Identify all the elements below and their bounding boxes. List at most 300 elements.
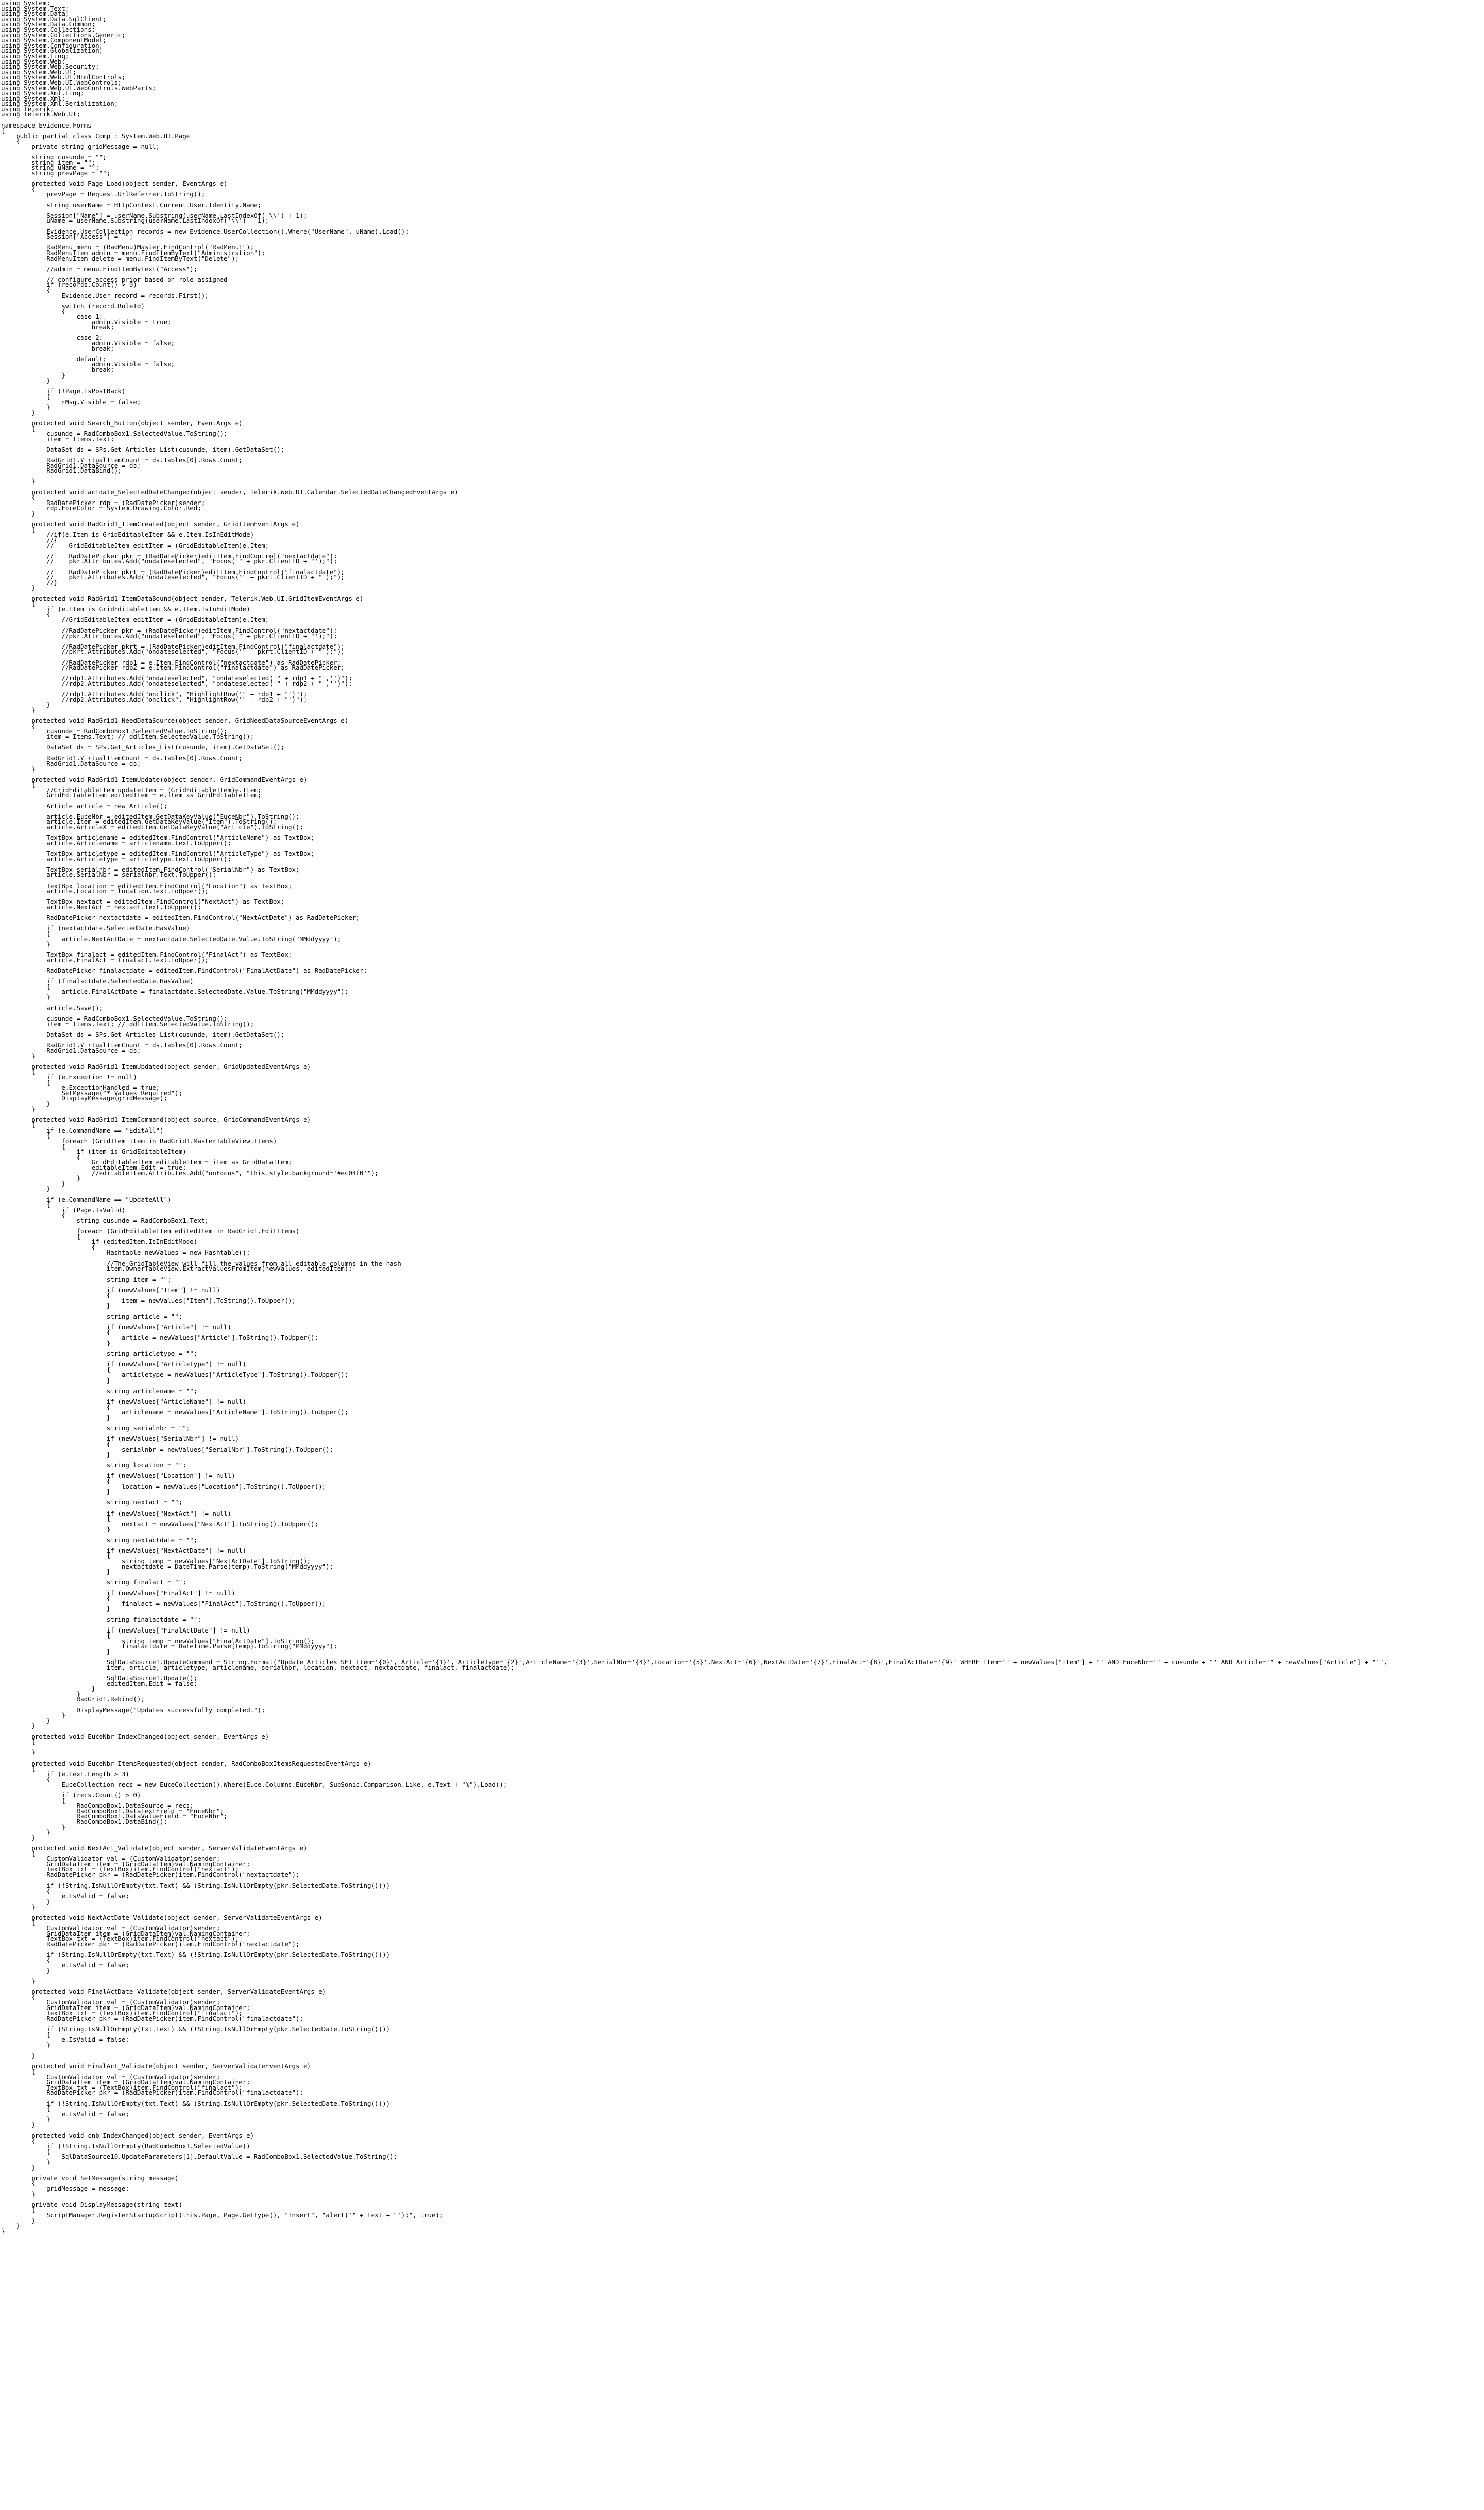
code-line: CustomValidator val = (CustomValidator)sender;: [1, 1855, 220, 1863]
code-line: RadGrid1.DataSource = ds;: [1, 759, 141, 767]
code-line: article.Location = location.Text.ToUpper();: [1, 887, 209, 895]
code-line: Article article = new Article();: [1, 802, 168, 810]
code-line: item = Items.Text; // ddlItem.SelectedValue.ToString();: [1, 1020, 254, 1028]
code-line: using System.Web;: [1, 57, 65, 65]
code-line: editableItem.Edit = true;: [1, 1164, 186, 1172]
code-line: private void SetMessage(string message): [1, 2174, 179, 2182]
code-line: [1, 1745, 1387, 1750]
code-line: using System.Collections.Generic;: [1, 31, 126, 39]
code-line: }: [1, 376, 50, 385]
code-line: //GridEditableItem updateItem = (GridEditableItem)e.Item;: [1, 786, 262, 794]
code-line: if (e.CommandName == "UpdateAll"): [1, 1195, 171, 1203]
code-line: Evidence.User record = records.First();: [1, 291, 209, 299]
code-line: }: [1, 2227, 5, 2235]
code-line: RadGrid1.DataBind();: [1, 467, 122, 475]
code-line: [1, 1973, 1387, 1979]
code-line: string finalactdate = "";: [1, 1615, 201, 1623]
code-line: {: [1, 1132, 50, 1140]
code-line: }: [1, 408, 35, 416]
code-line: [1, 1192, 1387, 1197]
code-line: e.IsValid = false;: [1, 2036, 129, 2044]
code-line: article.FinalActDate = finalactdate.SelectedDate.Value.ToString("MMddyyyy");: [1, 988, 349, 996]
code-line: RadGrid1.DataSource = ds;: [1, 461, 141, 469]
code-line: using System.Text;: [1, 4, 69, 12]
code-line: {: [1, 982, 50, 990]
code-line: //pkr.Attributes.Add("ondateselected", "Focus('" + pkr.ClientID + "');");: [1, 632, 337, 640]
code-line: using Telerik.Web.UI;: [1, 110, 81, 118]
code-line: {: [1, 1121, 35, 1129]
code-line: {: [1, 1142, 65, 1150]
code-line: {: [1, 1775, 50, 1783]
code-line: using System.Xml.Serialization;: [1, 100, 118, 108]
code-line: GridEditableItem editedItem = e.Item as GridEditableItem;: [1, 791, 262, 799]
code-line: }: [1, 2163, 35, 2171]
code-line: }: [1, 1748, 35, 1756]
code-line: string nextactdate = "";: [1, 1536, 198, 1544]
code-line: }: [1, 2052, 35, 2060]
code-line: {: [1, 1477, 111, 1485]
code-line: protected void cnb_IndexChanged(object sender, EventArgs e): [1, 2131, 254, 2140]
code-line: TextBox location = editedItem.FindControl("Location") as TextBox;: [1, 882, 292, 890]
code-line: TextBox txt = (TextBox)item.FindControl("nextact");: [1, 1865, 239, 1873]
code-line: }: [1, 1605, 111, 1613]
code-line: RadComboBox1.DataSource = recs;: [1, 1802, 194, 1810]
code-line: cusunde = RadComboBox1.SelectedValue.ToString();: [1, 727, 228, 735]
code-line: protected void Page_Load(object sender, EventArgs e): [1, 180, 228, 188]
code-line: {: [1, 1515, 111, 1523]
code-line: string nextact = "";: [1, 1498, 183, 1507]
code-line: using System.Data.Common;: [1, 20, 96, 28]
code-line: }: [1, 1823, 65, 1831]
code-line: [1, 921, 1387, 926]
code-line: string cusunde = RadComboBox1.Text;: [1, 1216, 209, 1224]
code-line: GridDataItem item = (GridDataItem)val.NamingContainer;: [1, 2078, 250, 2086]
code-line: [1, 1495, 1387, 1500]
code-line: if (newValues["ArticleType"] != null): [1, 1360, 247, 1368]
code-line: if (!String.IsNullOrEmpty(txt.Text) && (String.IsNullOrEmpty(pkr.SelectedDate.ToString()))): [1, 2099, 390, 2107]
code-line: TextBox serialnbr = editedItem.FindControl("SerialNbr") as TextBox;: [1, 865, 300, 873]
code-line: }: [1, 1716, 50, 1724]
code-line: // pkr.Attributes.Add("ondateselected", "Focus('" + pkr.ClientID + "');");: [1, 557, 337, 565]
code-line: }: [1, 1711, 65, 1719]
code-line: {: [1, 1993, 35, 2001]
code-line: default:: [1, 355, 107, 363]
code-line: {: [1, 610, 50, 618]
code-line: {: [1, 1078, 50, 1086]
code-line: string userName = HttpContext.Current.User.Identity.Name;: [1, 201, 262, 209]
code-line: if (e.Exception != null): [1, 1073, 137, 1081]
code-line: [1, 351, 1387, 357]
code-line: }: [1, 2115, 50, 2123]
code-line: article.Articlename = articlename.Text.ToUpper();: [1, 839, 232, 847]
code-line: [1, 1309, 1387, 1314]
code-line: }: [1, 1302, 111, 1310]
code-line: }: [1, 1052, 35, 1060]
code-line: }: [1, 1376, 111, 1384]
code-line: item, article, articletype, articlename, serialnbr, location, nextact, nextactdate, finalact, finalactdate);: [1, 1663, 515, 1671]
code-line: [1, 1421, 1387, 1426]
code-line: }: [1, 993, 50, 1001]
code-line: protected void RadGrid1_ItemCreated(object sender, GridItemEventArgs e): [1, 520, 300, 528]
code-line: [1, 1575, 1387, 1580]
code-line: {: [1, 1211, 65, 1219]
code-line: if (!String.IsNullOrEmpty(txt.Text) && (String.IsNullOrEmpty(pkr.SelectedDate.ToString()))): [1, 1881, 390, 1890]
code-line: [1, 974, 1387, 979]
code-line: if (editedItem.IsInEditMode): [1, 1238, 198, 1246]
code-line: {: [1, 1738, 35, 1746]
code-line: //rdp1.Attributes.Add("onclick", "HighlightRow('" + rdp1 + "')");: [1, 690, 307, 698]
code-line: if (!String.IsNullOrEmpty(RadComboBox1.SelectedValue)): [1, 2142, 250, 2150]
code-line: {: [1, 2105, 50, 2113]
code-line: RadGrid1.VirtualItemCount = ds.Tables[0].Rows.Count;: [1, 1041, 243, 1049]
code-line: TextBox txt = (TextBox)item.FindControl("finalact");: [1, 2083, 243, 2091]
code-line: article = newValues["Article"].ToString().ToUpper();: [1, 1334, 319, 1342]
code-line: article.NextAct = nextact.Text.ToUpper();: [1, 903, 201, 911]
code-line: //RadDatePicker pkr = (RadDatePicker)editItem.FindControl("nextactdate");: [1, 626, 337, 635]
code-line: RadDatePicker pkr = (RadDatePicker)item.FindControl("nextactdate");: [1, 1940, 300, 1948]
code-line: string uName = "";: [1, 164, 99, 172]
code-line: }: [1, 1525, 111, 1533]
code-line: using System.Xml;: [1, 94, 65, 102]
code-line: TextBox finalact = editedItem.FindControl("FinalAct") as TextBox;: [1, 951, 292, 959]
code-line: }: [1, 940, 50, 948]
code-line: RadMenu menu = (RadMenu)Master.FindControl("RadMenu1");: [1, 243, 254, 252]
code-line: //pkrt.Attributes.Add("ondateselected", "Focus('" + pkrt.ClientID + "');");: [1, 648, 345, 656]
code-line: {: [1, 781, 35, 789]
code-line: [1, 798, 1387, 804]
code-line: private void DisplayMessage(string text): [1, 2200, 183, 2208]
code-line: [1, 2197, 1387, 2202]
code-line: {: [1, 1232, 81, 1240]
code-line: string serialnbr = "";: [1, 1424, 190, 1432]
code-line: [1, 384, 1387, 389]
code-line: //if(e.Item is GridEditableItem && e.Item.IsInEditMode): [1, 531, 254, 539]
code-line: {: [1, 185, 35, 193]
code-line: {: [1, 1365, 111, 1373]
code-line: {: [1, 1552, 111, 1560]
code-line: if (newValues["Article"] != null): [1, 1323, 232, 1331]
code-line: article.NextActDate = nextactdate.SelectedDate.Value.ToString("MMddyyyy");: [1, 935, 341, 943]
code-line: protected void EuceNbr_IndexChanged(object sender, EventArgs e): [1, 1732, 269, 1740]
code-line: {: [1, 392, 50, 400]
code-line: }: [1, 2120, 35, 2128]
code-line: {: [1, 1919, 35, 1927]
code-line: using System.Xml.Linq;: [1, 89, 84, 97]
code-line: {: [1, 929, 50, 937]
code-line: article.Item = editedItem.GetDataKeyValue("Item").ToString();: [1, 818, 277, 826]
code-line: [1, 1532, 1387, 1538]
code-line: protected void NextActDate_Validate(object sender, ServerValidateEventArgs e): [1, 1913, 322, 1921]
code-line: if (e.Item is GridEditableItem && e.Item.IsInEditMode): [1, 605, 250, 613]
code-line: DataSet ds = SPs.Get_Articles_List(cusunde, item).GetDataSet();: [1, 1031, 285, 1039]
code-line: DataSet ds = SPs.Get_Articles_List(cusunde, item).GetDataSet();: [1, 743, 285, 751]
code-line: {: [1, 1887, 50, 1895]
code-line: e.IsValid = false;: [1, 2110, 129, 2118]
code-line: {: [1, 286, 50, 294]
code-line: if (finalactdate.SelectedDate.HasValue): [1, 977, 194, 985]
code-line: protected void actdate_SelectedDateChanged(object sender, Telerik.Web.UI.Calendar.SelectedDateChangedEventArgs e): [1, 488, 458, 496]
code-line: }: [1, 1099, 50, 1107]
code-line: // pkrt.Attributes.Add("ondateselected", "Focus('" + pkrt.ClientID + "');");: [1, 573, 345, 581]
code-line: article.EuceNbr = editedItem.GetDataKeyValue("EuceNbr").ToString();: [1, 812, 300, 820]
code-line: string cusunde = "";: [1, 153, 107, 161]
code-line: [1, 2048, 1387, 2054]
code-line: RadDatePicker rdp = (RadDatePicker)sender;: [1, 498, 205, 507]
code-line: //admin = menu.FindItemByText("Access");: [1, 265, 198, 273]
code-line: using System.Web.Security;: [1, 63, 99, 71]
code-line: Hashtable newValues = new Hashtable();: [1, 1248, 250, 1257]
code-line: e.IsValid = false;: [1, 1892, 129, 1900]
code-line: case 1:: [1, 313, 103, 321]
code-line: //rdp1.Attributes.Add("ondateselected", "ondateselected('" + rdp1 + "','')");: [1, 674, 352, 682]
code-line: protected void NextAct_Validate(object sender, ServerValidateEventArgs e): [1, 1844, 307, 1852]
code-line: }: [1, 371, 65, 379]
code-line: }: [1, 1977, 35, 1985]
code-line: prevPage = Request.UrlReferrer.ToString();: [1, 190, 205, 198]
code-line: }: [1, 1185, 50, 1193]
code-line: }: [1, 2190, 35, 2198]
code-line: using System.ComponentModel;: [1, 36, 107, 44]
code-line: string article = "";: [1, 1312, 183, 1320]
code-line: {: [1, 2147, 50, 2155]
code-document: [1, 1, 1387, 2234]
code-line: GridDataItem item = (GridDataItem)val.NamingContainer;: [1, 1860, 250, 1868]
code-line: TextBox nextact = editedItem.FindControl("NextAct") as TextBox;: [1, 898, 285, 906]
code-line: ScriptManager.RegisterStartupScript(this.Page, Page.GetType(), "Insert", "alert('" + text + "');", true);: [1, 2211, 443, 2219]
code-line: }: [1, 1488, 111, 1496]
code-line: break;: [1, 323, 114, 331]
code-line: string temp = newValues["FinalActDate"].ToString();: [1, 1637, 315, 1645]
code-line: CustomValidator val = (CustomValidator)sender;: [1, 1924, 220, 1932]
code-line: [1, 2170, 1387, 2176]
code-line: location = newValues["Location"].ToString().ToUpper();: [1, 1482, 326, 1490]
code-line: }: [1, 1413, 111, 1421]
code-line: {: [1, 1765, 35, 1773]
code-line: {: [1, 1632, 111, 1640]
code-line: if (newValues["SerialNbr"] != null): [1, 1435, 239, 1443]
code-line: //RadDatePicker rdp1 = e.Item.FindControl("nextactdate") as RadDatePicker;: [1, 658, 341, 666]
code-line: RadDatePicker pkr = (RadDatePicker)item.FindControl("nextactdate");: [1, 1871, 300, 1878]
code-line: }: [1, 1339, 111, 1347]
code-line: foreach (GridEditableItem editedItem in RadGrid1.EditItems): [1, 1227, 300, 1235]
code-line: }: [1, 510, 35, 517]
code-line: RadDatePicker finalactdate = editedItem.FindControl("FinalActDate") as RadDatePicker;: [1, 967, 367, 975]
code-line: e.IsValid = false;: [1, 1961, 129, 1969]
code-line: using System.Data.SqlClient;: [1, 15, 107, 23]
code-line: DisplayMessage(gridMessage);: [1, 1094, 168, 1102]
code-line: protected void Search_Button(object sender, EventArgs e): [1, 419, 243, 427]
code-line: {: [1, 137, 20, 145]
code-line: // RadDatePicker pkrt = (RadDatePicker)editItem.FindControl("finalactdate");: [1, 568, 345, 576]
code-line: EuceCollection recs = new EuceCollection().Where(Euce.Columns.EuceNbr, SubSonic.Comparison.Like, e.Text + "%").Load();: [1, 1780, 507, 1788]
code-line: {: [1, 1796, 65, 1804]
code-line: namespace Evidence.Forms: [1, 121, 92, 129]
code-line: [1, 150, 1387, 155]
code-line: }: [1, 1648, 111, 1656]
code-line: }: [1, 701, 50, 709]
code-line: item = Items.Text; // ddlItem.SelectedValue.ToString();: [1, 732, 254, 740]
code-line: {: [1, 1849, 35, 1857]
code-line: cusunde = RadComboBox1.SelectedValue.ToString();: [1, 430, 228, 438]
code-line: public partial class Comp : System.Web.UI.Page: [1, 132, 190, 140]
code-line: TextBox txt = (TextBox)item.FindControl("finalact");: [1, 2009, 243, 2017]
code-line: SqlDataSource1.UpdateCommand = String.Format("Update Articles SET Item='{0}', Article='{1}', ArticleType='{2}',ArticleName='{3}',SerialNbr='{4}',Location='{5}',NextAct='{6}',NextActDate='{7}',FinalAct='{8}',FinalActDate='{9}' WHERE Item='" + newValues["Item"] + "' AND EuceNbr='" + cusunde + "' AND Article='" + newValues["Article"] + "'",: [1, 1658, 1387, 1666]
code-line: using System.Configuration;: [1, 41, 103, 49]
code-line: TextBox articletype = editedItem.FindControl("ArticleType") as TextBox;: [1, 850, 315, 857]
code-line: RadComboBox1.DataBind();: [1, 1818, 168, 1826]
code-line: TextBox articlename = editedItem.FindControl("ArticleName") as TextBox;: [1, 834, 315, 842]
code-line: if (newValues["Item"] != null): [1, 1286, 220, 1294]
code-line: if (Page.IsValid): [1, 1206, 126, 1214]
code-line: RadDatePicker pkr = (RadDatePicker)item.FindControl("finalactdate");: [1, 2089, 304, 2097]
code-line: articlename = newValues["ArticleName"].ToString().ToUpper();: [1, 1408, 349, 1416]
code-line: using System.Collections;: [1, 25, 96, 33]
code-line: string item = "";: [1, 158, 96, 166]
code-line: article.ArticleX = editedItem.GetDataKeyValue("Article").ToString();: [1, 823, 304, 831]
code-line: editedItem.Edit = false;: [1, 1679, 198, 1687]
code-line: admin.Visible = true;: [1, 318, 171, 326]
code-line: //GridEditableItem editItem = (GridEditableItem)e.Item;: [1, 615, 269, 623]
code-line: article.FinalAct = finalact.Text.ToUpper();: [1, 956, 209, 964]
code-line: }: [1, 1174, 81, 1182]
code-line: {: [1, 1291, 111, 1299]
code-line: break;: [1, 365, 114, 373]
code-line: case 2:: [1, 334, 103, 342]
code-line: {: [1, 525, 35, 533]
code-line: }: [1, 477, 35, 485]
code-line: protected void RadGrid1_NeedDataSource(object sender, GridNeedDataSourceEventArgs e): [1, 717, 349, 725]
code-line: {: [1, 1328, 111, 1336]
code-line: admin.Visible = false;: [1, 360, 175, 368]
code-line: RadComboBox1.DataValueField = "EuceNbr";: [1, 1812, 228, 1820]
code-line: article.Articletype = articletype.Text.ToUpper();: [1, 855, 232, 863]
code-line: RadGrid1.DataSource = ds;: [1, 1046, 141, 1054]
code-line: }: [1, 2041, 50, 2049]
code-line: //RadDatePicker rdp2 = e.Item.FindControl("finalactdate") as RadDatePicker;: [1, 664, 345, 672]
code-line: }: [1, 1903, 35, 1911]
code-line: DisplayMessage("Updates successfully completed.");: [1, 1706, 265, 1714]
code-line: }: [1, 1966, 50, 1974]
code-line: switch (record.RoleId): [1, 302, 145, 310]
code-line: using System.Data;: [1, 10, 69, 18]
code-line: nextactdate = DateTime.Parse(temp).ToString("MMddyyyy");: [1, 1562, 334, 1570]
code-line: if (newValues["FinalAct"] != null): [1, 1589, 235, 1597]
code-line: [1, 1272, 1387, 1277]
code-line: {: [1, 127, 5, 135]
code-line: GridDataItem item = (GridDataItem)val.NamingContainer;: [1, 2003, 250, 2012]
code-line: Session["Name"] = userName.Substring(userName.LastIndexOf('\\') + 1);: [1, 211, 307, 219]
code-line: }: [1, 706, 35, 714]
code-line: [1, 298, 1387, 304]
code-line: GridEditableItem editableItem = item as GridDataItem;: [1, 1158, 292, 1166]
code-line: //RadDatePicker pkrt = (RadDatePicker)editItem.FindControl("finalactdate");: [1, 642, 345, 650]
code-line: // RadDatePicker pkr = (RadDatePicker)editItem.FindControl("nextactdate");: [1, 552, 337, 560]
code-line: string temp = newValues["NextActDate"].ToString();: [1, 1557, 311, 1565]
code-line: SetMessage("* Values Required");: [1, 1089, 183, 1097]
code-line: protected void FinalActDate_Validate(object sender, ServerValidateEventArgs e): [1, 1988, 326, 1996]
code-line: }: [1, 403, 50, 411]
code-line: }: [1, 1897, 50, 1905]
code-line: RadGrid1.VirtualItemCount = ds.Tables[0].Rows.Count;: [1, 754, 243, 762]
code-line: }: [1, 1568, 111, 1576]
code-line: article.Save();: [1, 1004, 103, 1012]
code-line: }: [1, 1828, 50, 1836]
code-line: string articlename = "";: [1, 1387, 198, 1395]
code-line: private string gridMessage = null;: [1, 143, 160, 151]
code-line: if (recs.Count() > 0): [1, 1791, 141, 1799]
code-line: {: [1, 600, 35, 608]
code-line: string location = "";: [1, 1461, 186, 1469]
code-line: {: [1, 1243, 96, 1251]
code-line: if (newValues["Location"] != null): [1, 1472, 235, 1480]
code-line: }: [1, 1690, 81, 1698]
code-line: RadDatePicker nextactdate = editedItem.FindControl("NextActDate") as RadDatePicker;: [1, 914, 360, 922]
code-line: {: [1, 722, 35, 730]
code-line: {: [1, 2179, 35, 2187]
code-line: {: [1, 2137, 35, 2145]
code-line: string finalact = "";: [1, 1578, 186, 1586]
code-line: GridDataItem item = (GridDataItem)val.NamingContainer;: [1, 1929, 250, 1937]
code-line: {: [1, 1201, 50, 1209]
code-line: protected void RadGrid1_ItemCommand(object source, GridCommandEventArgs e): [1, 1115, 311, 1123]
code-line: e.ExceptionHandled = true;: [1, 1084, 160, 1092]
code-line: finalactdate = DateTime.Parse(temp).ToString("MMddyyyy");: [1, 1642, 337, 1650]
code-line: [1, 1458, 1387, 1463]
code-line: //The GridTableView will fill the values from all editable columns in the hash: [1, 1259, 401, 1267]
code-line: {: [1, 424, 35, 432]
code-line: DataSet ds = SPs.Get_Articles_List(cusunde, item).GetDataSet();: [1, 445, 285, 453]
code-line: {: [1, 1153, 81, 1161]
code-line: serialnbr = newValues["SerialNbr"].ToString().ToUpper();: [1, 1445, 334, 1453]
code-line: RadGrid1.VirtualItemCount = ds.Tables[0].Rows.Count;: [1, 456, 243, 464]
code-line: article.SerialNbr = serialnbr.Text.ToUpper();: [1, 871, 216, 879]
code-line: [1, 117, 1387, 123]
code-line: gridMessage = message;: [1, 2185, 129, 2193]
code-line: RadGrid1.Rebind();: [1, 1695, 145, 1703]
code-line: string item = "";: [1, 1275, 171, 1283]
code-line: RadComboBox1.DataTextField = "EuceNbr";: [1, 1807, 224, 1815]
code-line: {: [1, 1594, 111, 1602]
code-line: if (newValues["NextActDate"] != null): [1, 1546, 247, 1554]
code-line: //}: [1, 578, 58, 586]
code-line: if (nextactdate.SelectedDate.HasValue): [1, 924, 190, 932]
code-line: {: [1, 1440, 111, 1448]
code-line: {: [1, 1956, 50, 1964]
code-line: string articletype = "";: [1, 1349, 198, 1357]
code-line: rMsg.Visible = false;: [1, 398, 141, 406]
code-line: protected void RadGrid1_ItemUpdate(object sender, GridCommandEventArgs e): [1, 775, 307, 783]
code-line: {: [1, 1403, 111, 1411]
code-line: if (e.Text.Length > 3): [1, 1770, 129, 1778]
code-line: [1, 261, 1387, 267]
code-line: if (item is GridEditableItem): [1, 1148, 186, 1156]
code-line: {: [1, 2030, 50, 2038]
code-line: }: [1, 1833, 35, 1841]
code-line: SqlDataSource1.Update();: [1, 1674, 198, 1682]
code-line: if (e.CommandName == "EditAll"): [1, 1126, 164, 1134]
code-line: [1, 330, 1387, 336]
code-line: [1, 1000, 1387, 1006]
code-line: }: [1, 1451, 111, 1459]
code-line: }: [1, 2216, 35, 2224]
code-line: protected void RadGrid1_ItemDataBound(object sender, Telerik.Web.UI.GridItemEventArgs e): [1, 594, 364, 602]
code-line: {: [1, 2067, 35, 2075]
code-line: }: [1, 1105, 35, 1113]
code-line: if (newValues["ArticleName"] != null): [1, 1398, 247, 1406]
code-line: finalact = newValues["FinalAct"].ToString().ToUpper();: [1, 1599, 326, 1607]
code-line: CustomValidator val = (CustomValidator)sender;: [1, 2073, 220, 2081]
code-line: using System.Linq;: [1, 52, 69, 60]
